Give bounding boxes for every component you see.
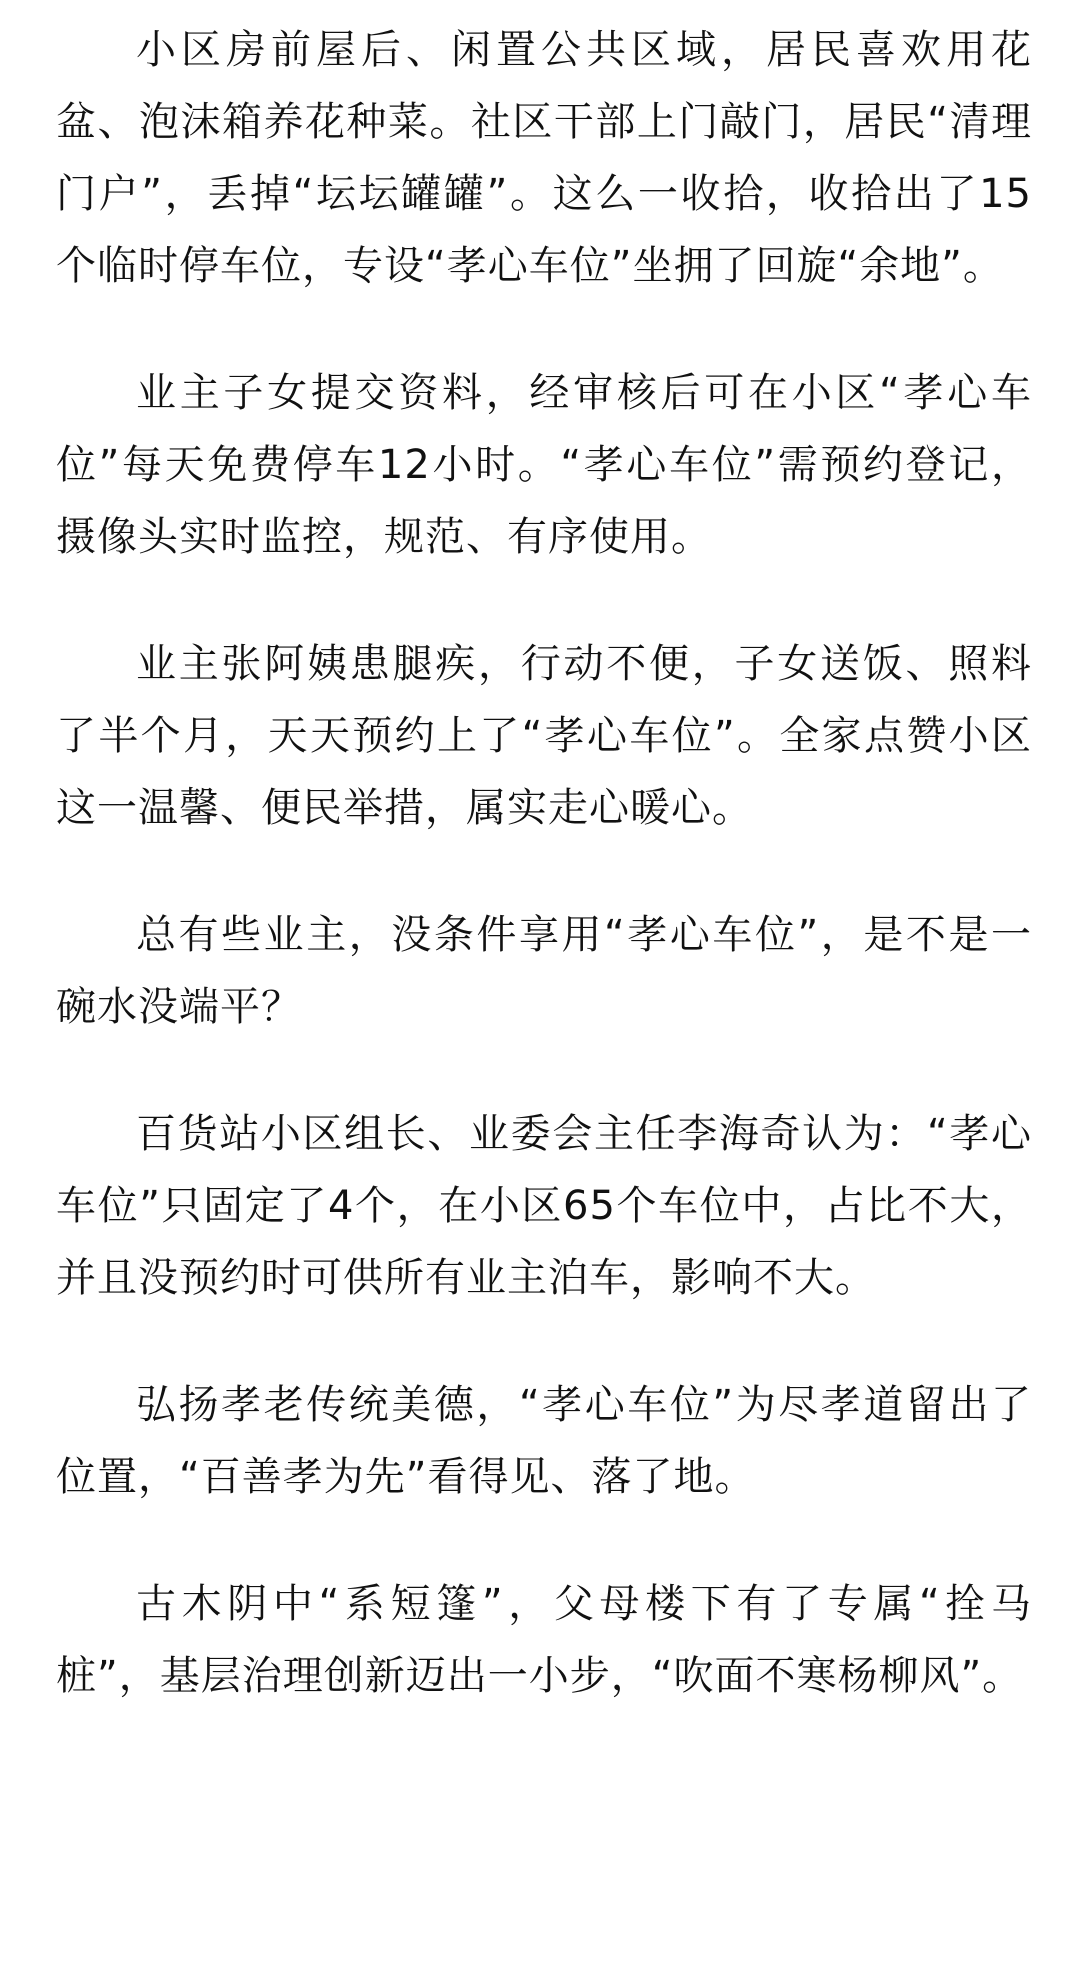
paragraph: 总有些业主，没条件享用“孝心车位”，是不是一碗水没端平？ [56, 912, 1032, 1030]
article-body [56, 14, 1032, 1767]
paragraph: 弘扬孝老传统美德，“孝心车位”为尽孝道留出了位置，“百善孝为先”看得见、落了地。 [56, 1382, 1032, 1500]
paragraph: 业主张阿姨患腿疾，行动不便，子女送饭、照料了半个月，天天预约上了“孝心车位”。全家点赞小区这一温馨、便民举措，属实走心暖心。 [56, 641, 1032, 831]
paragraph: 业主子女提交资料，经审核后可在小区“孝心车位”每天免费停车12小时。“孝心车位”需预约登记，摄像头实时监控，规范、有序使用。 [56, 370, 1032, 560]
paragraph: 百货站小区组长、业委会主任李海奇认为：“孝心车位”只固定了4个，在小区65个车位中，占比不大，并且没预约时可供所有业主泊车，影响不大。 [56, 1111, 1032, 1301]
paragraph: 小区房前屋后、闲置公共区域，居民喜欢用花盆、泡沫箱养花种菜。社区干部上门敲门，居民“清理门户”，丢掉“坛坛罐罐”。这么一收拾，收拾出了15个临时停车位，专设“孝心车位”坐拥了回旋“余地”。 [56, 27, 1032, 289]
paragraph: 古木阴中“系短篷”，父母楼下有了专属“拴马桩”，基层治理创新迈出一小步，“吹面不寒杨柳风”。 [56, 1581, 1032, 1699]
